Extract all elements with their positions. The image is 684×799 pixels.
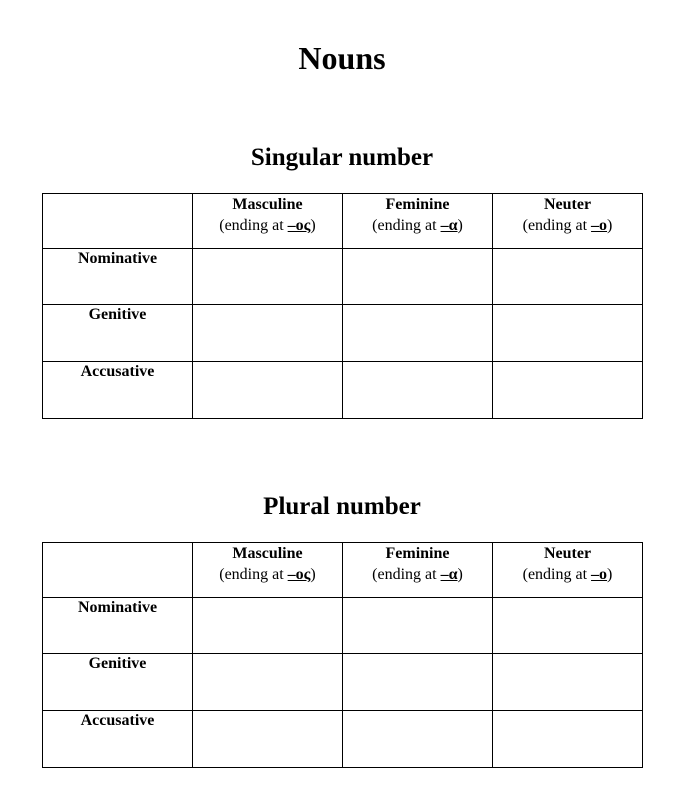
ending-note xyxy=(343,215,492,236)
answer-cell[interactable] xyxy=(193,711,343,768)
row-header-genitive: Genitive xyxy=(43,305,193,362)
ending-note xyxy=(193,215,342,236)
corner-cell xyxy=(43,194,193,249)
answer-cell[interactable] xyxy=(193,598,343,654)
answer-cell[interactable] xyxy=(193,249,343,305)
ending-close: ) xyxy=(310,217,316,234)
ending-note xyxy=(493,215,642,236)
column-header-feminine xyxy=(343,543,493,598)
table-row-nominative xyxy=(43,598,643,654)
answer-cell[interactable] xyxy=(343,362,493,419)
column-name: Feminine xyxy=(385,545,450,562)
row-header-nominative: Nominative xyxy=(43,598,193,654)
singular-section-title: Singular number xyxy=(250,144,434,171)
answer-cell[interactable] xyxy=(343,711,493,768)
column-name: Feminine xyxy=(385,196,450,213)
column-header-neuter xyxy=(493,543,643,598)
ending-suffix: –α xyxy=(440,217,458,234)
ending-close: ) xyxy=(607,566,613,583)
ending-close: ) xyxy=(457,566,463,583)
answer-cell[interactable] xyxy=(493,249,643,305)
row-header-genitive: Genitive xyxy=(43,654,193,711)
answer-cell[interactable] xyxy=(193,362,343,419)
answer-cell[interactable] xyxy=(493,598,643,654)
ending-suffix: –ος xyxy=(287,566,311,583)
answer-cell[interactable] xyxy=(493,362,643,419)
table-row-genitive xyxy=(43,654,643,711)
answer-cell[interactable] xyxy=(493,654,643,711)
ending-prefix: (ending at xyxy=(372,217,441,234)
table-row-nominative xyxy=(43,249,643,305)
answer-cell[interactable] xyxy=(343,598,493,654)
answer-cell[interactable] xyxy=(343,654,493,711)
ending-close: ) xyxy=(607,217,613,234)
answer-cell[interactable] xyxy=(343,305,493,362)
corner-cell xyxy=(43,543,193,598)
ending-suffix: –ο xyxy=(591,566,608,583)
answer-cell[interactable] xyxy=(493,305,643,362)
ending-prefix: (ending at xyxy=(522,566,592,583)
table-row-accusative xyxy=(43,362,643,419)
ending-note xyxy=(193,564,342,585)
column-header-masculine xyxy=(193,194,343,249)
column-header-neuter xyxy=(493,194,643,249)
table-header-row xyxy=(43,194,643,249)
ending-note xyxy=(493,564,642,585)
ending-prefix: (ending at xyxy=(219,566,288,583)
row-header-accusative: Accusative xyxy=(43,711,193,768)
ending-close: ) xyxy=(457,217,463,234)
ending-note xyxy=(343,564,492,585)
ending-prefix: (ending at xyxy=(522,217,592,234)
row-header-accusative: Accusative xyxy=(43,362,193,419)
column-name: Neuter xyxy=(543,545,592,562)
plural-declension-table xyxy=(42,542,643,768)
singular-declension-table xyxy=(42,193,643,419)
ending-close: ) xyxy=(310,566,316,583)
ending-suffix: –ο xyxy=(591,217,608,234)
ending-prefix: (ending at xyxy=(372,566,441,583)
table-header-row xyxy=(43,543,643,598)
table-row-accusative xyxy=(43,711,643,768)
answer-cell[interactable] xyxy=(493,711,643,768)
column-header-feminine xyxy=(343,194,493,249)
ending-prefix: (ending at xyxy=(219,217,288,234)
answer-cell[interactable] xyxy=(193,654,343,711)
ending-suffix: –ος xyxy=(287,217,311,234)
column-name: Masculine xyxy=(232,196,303,213)
row-header-nominative: Nominative xyxy=(43,249,193,305)
ending-suffix: –α xyxy=(440,566,458,583)
page-title: Nouns xyxy=(298,40,386,76)
answer-cell[interactable] xyxy=(343,249,493,305)
plural-section-title: Plural number xyxy=(263,493,421,520)
table-row-genitive xyxy=(43,305,643,362)
answer-cell[interactable] xyxy=(193,305,343,362)
column-name: Neuter xyxy=(543,196,592,213)
column-header-masculine xyxy=(193,543,343,598)
column-name: Masculine xyxy=(232,545,303,562)
